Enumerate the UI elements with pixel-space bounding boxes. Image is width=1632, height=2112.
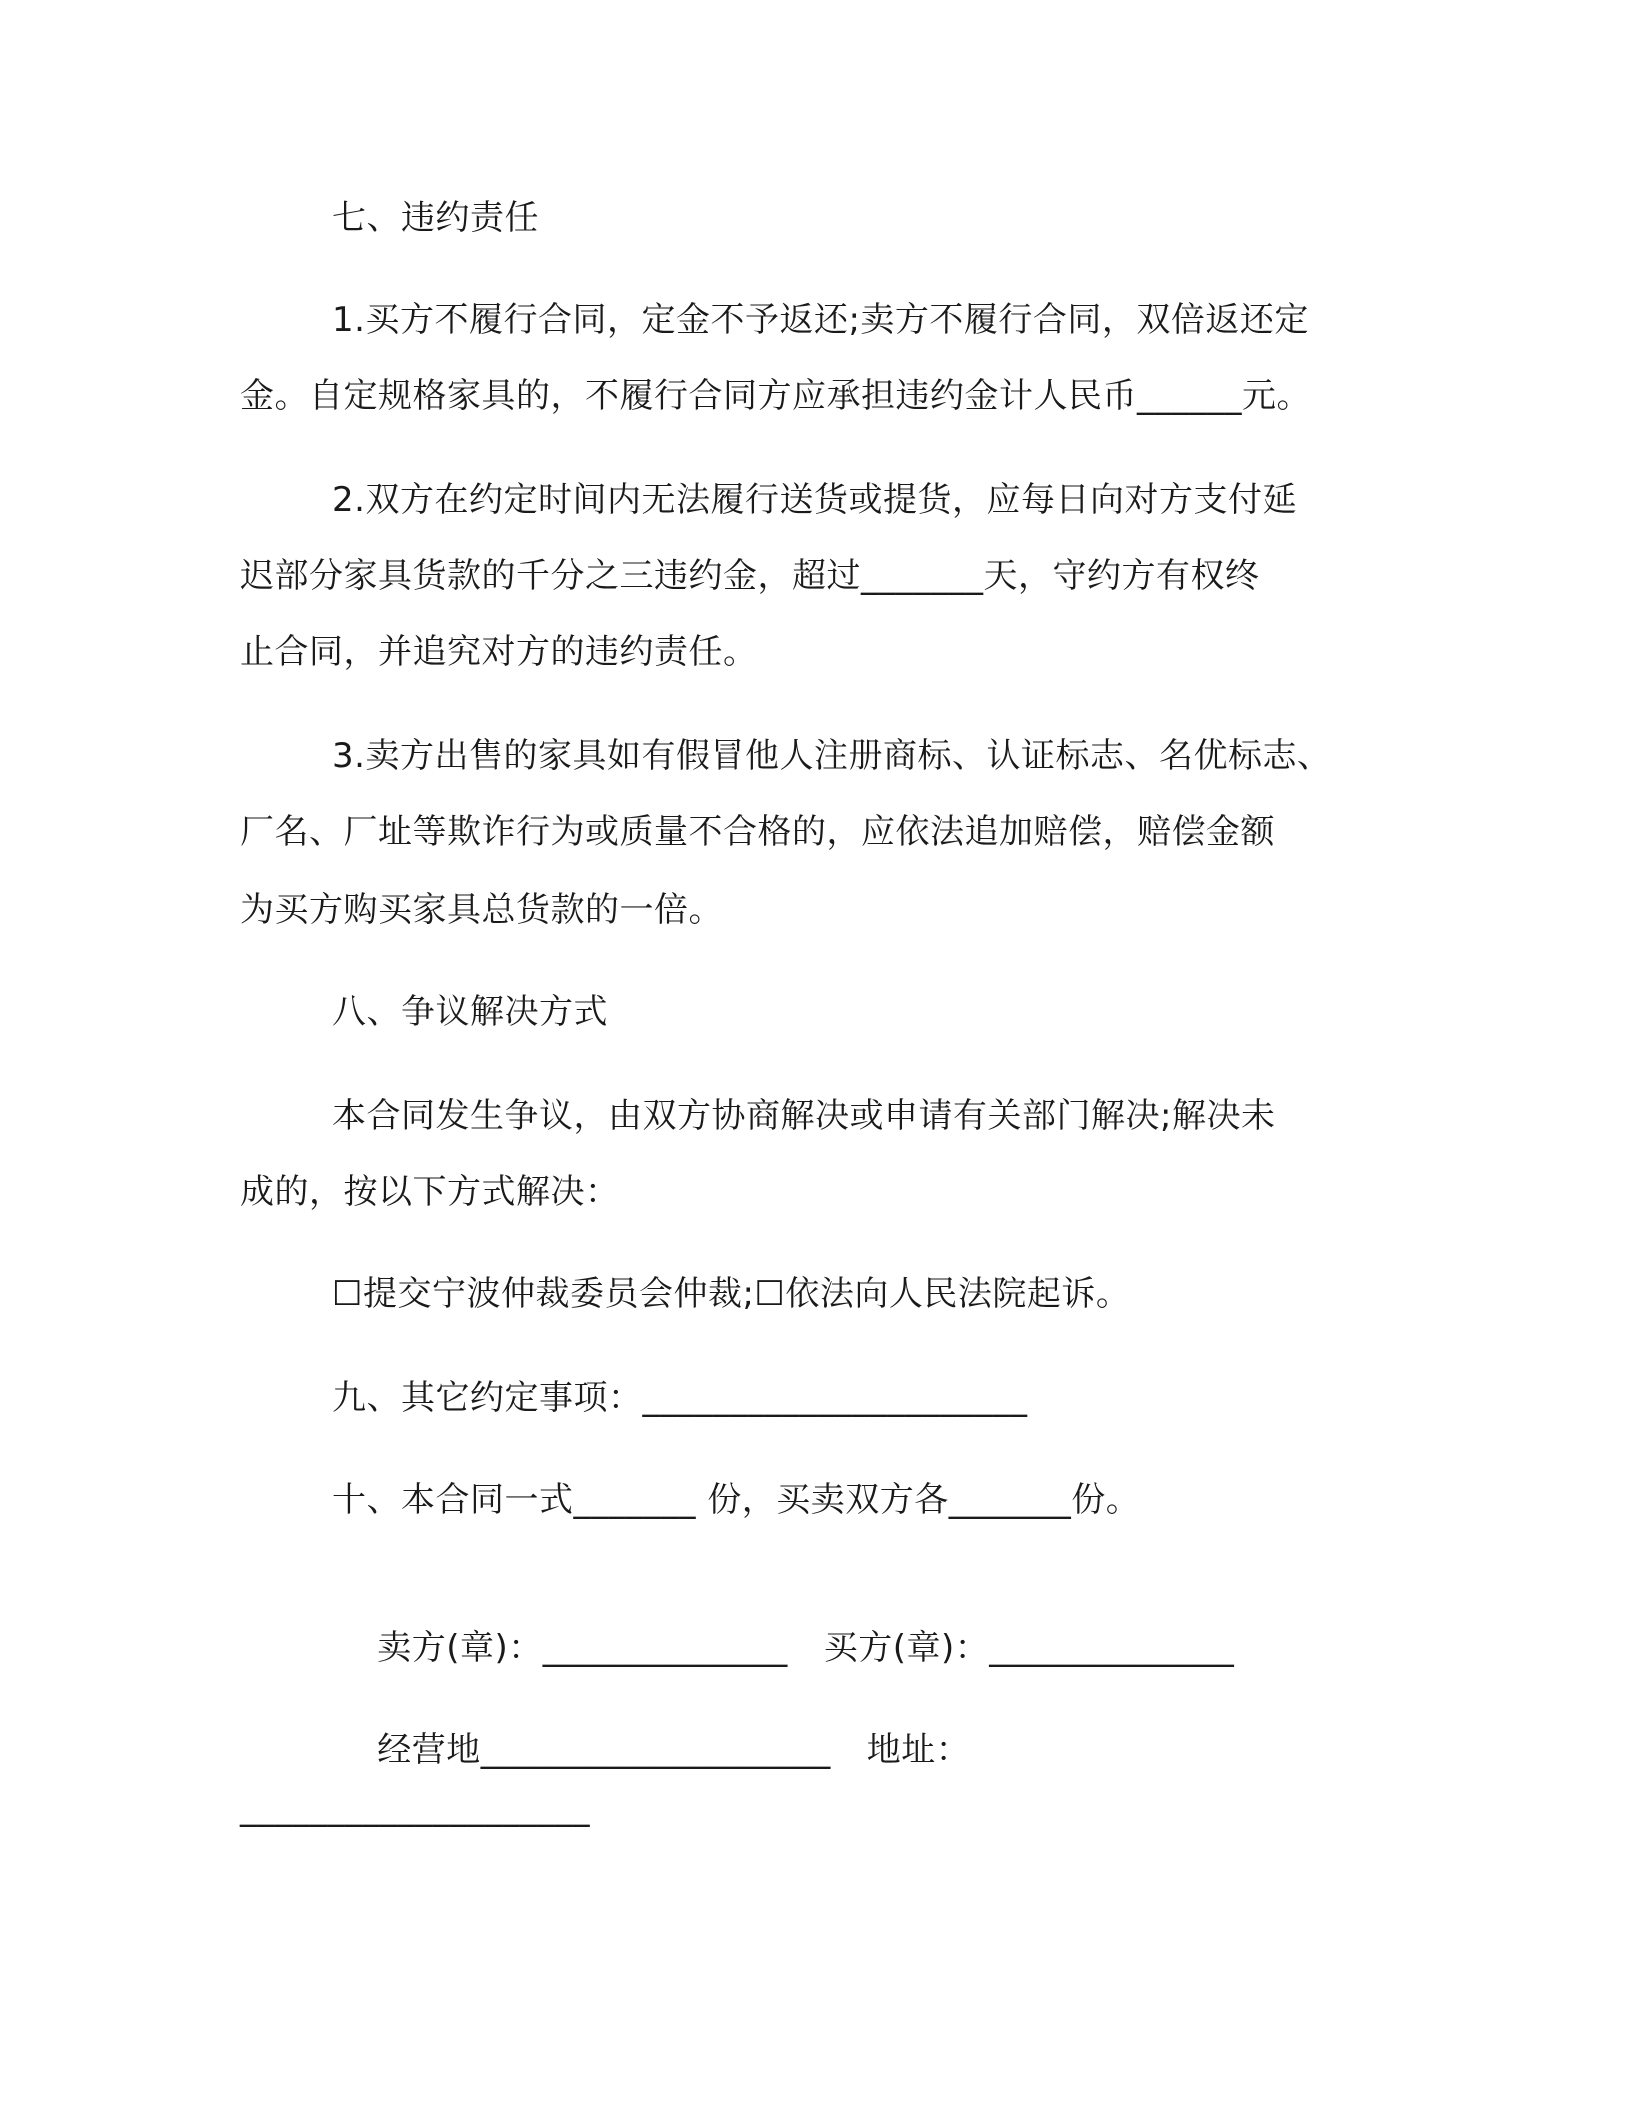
section-7-heading: 七、违约责任 xyxy=(332,198,539,238)
section-7-p2-line1: 2.双方在约定时间内无法履行送货或提货，应每日向对方支付延 xyxy=(332,480,1297,520)
section-8-heading: 八、争议解决方式 xyxy=(332,992,608,1032)
section-10-text: 十、本合同一式_______ 份，买卖双方各_______份。 xyxy=(332,1480,1141,1520)
address-blank-line: ____________________ xyxy=(240,1788,590,1828)
section-7-p3-line1: 3.卖方出售的家具如有假冒他人注册商标、认证标志、名优标志、 xyxy=(332,736,1332,776)
section-7-p2-line3: 止合同，并追究对方的违约责任。 xyxy=(240,632,758,672)
section-7-p3-line2: 厂名、厂址等欺诈行为或质量不合格的，应依法追加赔偿，赔偿金额 xyxy=(240,812,1275,852)
dispute-options: ☐提交宁波仲裁委员会仲裁;☐依法向人民法院起诉。 xyxy=(332,1274,1131,1314)
section-8-p1-line2: 成的，按以下方式解决： xyxy=(240,1172,620,1212)
section-8-p1-line1: 本合同发生争议，由双方协商解决或申请有关部门解决;解决未 xyxy=(332,1096,1276,1136)
business-place: 经营地____________________ xyxy=(377,1730,831,1770)
address-label: 地址： xyxy=(866,1730,971,1770)
section-7-p1-line1: 1.买方不履行合同，定金不予返还;卖方不履行合同，双倍返还定 xyxy=(332,300,1309,340)
section-7-p1-line2: 金。自定规格家具的，不履行合同方应承担违约金计人民币______元。 xyxy=(240,376,1311,416)
seller-signature: 卖方(章)：______________ xyxy=(377,1628,788,1668)
section-7-p2-line2: 迟部分家具货款的千分之三违约金，超过_______天，守约方有权终 xyxy=(240,556,1260,596)
section-7-p3-line3: 为买方购买家具总货款的一倍。 xyxy=(240,890,723,930)
section-9-text: 九、其它约定事项：______________________ xyxy=(332,1378,1028,1418)
buyer-signature: 买方(章)：______________ xyxy=(823,1628,1235,1668)
